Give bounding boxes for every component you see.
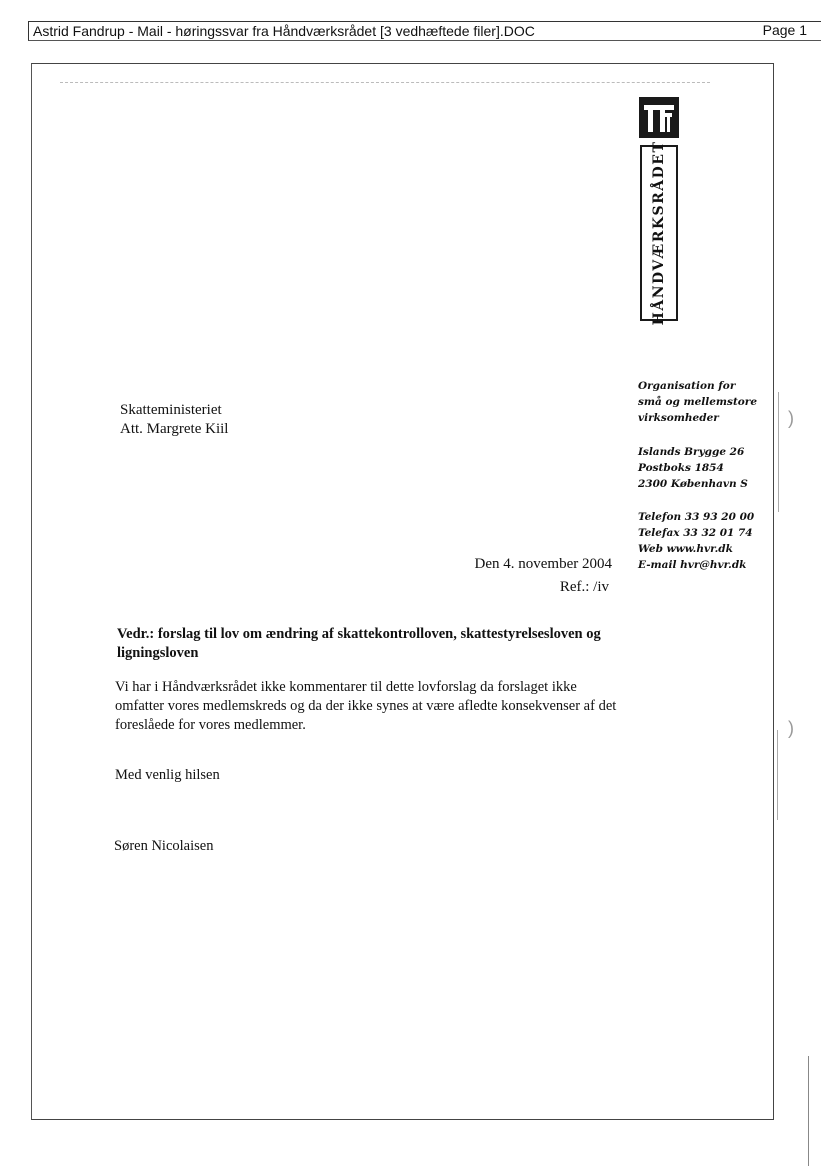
address-line: Postboks 1854 (638, 462, 724, 474)
organization-tagline (638, 378, 757, 426)
scan-artifact-mark: ) (788, 408, 794, 428)
organization-contact (638, 509, 754, 573)
recipient-attention: Att. Margrete Kiil (120, 421, 229, 437)
letter-body: Vi har i Håndværksrådet ikke kommentarer til dette lovforslag da forslaget ikke omfatter vores medlemskreds og da der ikke synes at være afledte konsekvenser af det foreslåede for vores medlemmer. (115, 679, 617, 733)
fax-header-bar (28, 21, 821, 41)
letter-signature: Søren Nicolaisen (114, 838, 214, 854)
wordmark-box (640, 140, 678, 326)
letter-reference: Ref.: /iv (559, 579, 609, 595)
contact-fax: Telefax 33 32 01 74 (638, 527, 753, 539)
document-title: Astrid Fandrup - Mail - høringssvar fra Håndværksrådet [3 vedhæftede filer].DOC (33, 23, 535, 39)
letter-closing: Med venlig hilsen (115, 767, 220, 783)
scan-artifact-line (60, 82, 710, 83)
scan-artifact-stroke (778, 392, 779, 512)
tagline-line: virksomheder (638, 412, 719, 424)
letter-subject: Vedr.: forslag til lov om ændring af skattekontrolloven, skattestyrelsesloven og ligningsloven (117, 626, 601, 661)
contact-email: E-mail hvr@hvr.dk (638, 559, 747, 571)
letter-date: Den 4. november 2004 (474, 556, 612, 572)
organization-address (638, 444, 748, 492)
logo-icon (639, 97, 679, 138)
tagline-line: små og mellemstore (638, 396, 758, 408)
page-number: Page 1 (762, 22, 807, 38)
address-line: Islands Brygge 26 (638, 446, 745, 458)
tagline-line: Organisation for (638, 380, 736, 392)
scan-artifact-stroke (777, 730, 778, 820)
contact-phone: Telefon 33 93 20 00 (638, 511, 755, 523)
contact-web: Web www.hvr.dk (638, 543, 733, 555)
scan-artifact-mark: ) (788, 718, 794, 738)
recipient-address (120, 401, 228, 439)
organization-wordmark: HÅNDVÆRKSRÅDET (651, 140, 667, 326)
scan-artifact-margin (808, 1056, 809, 1166)
address-line: 2300 København S (638, 478, 748, 490)
recipient-name: Skatteministeriet (120, 402, 222, 418)
